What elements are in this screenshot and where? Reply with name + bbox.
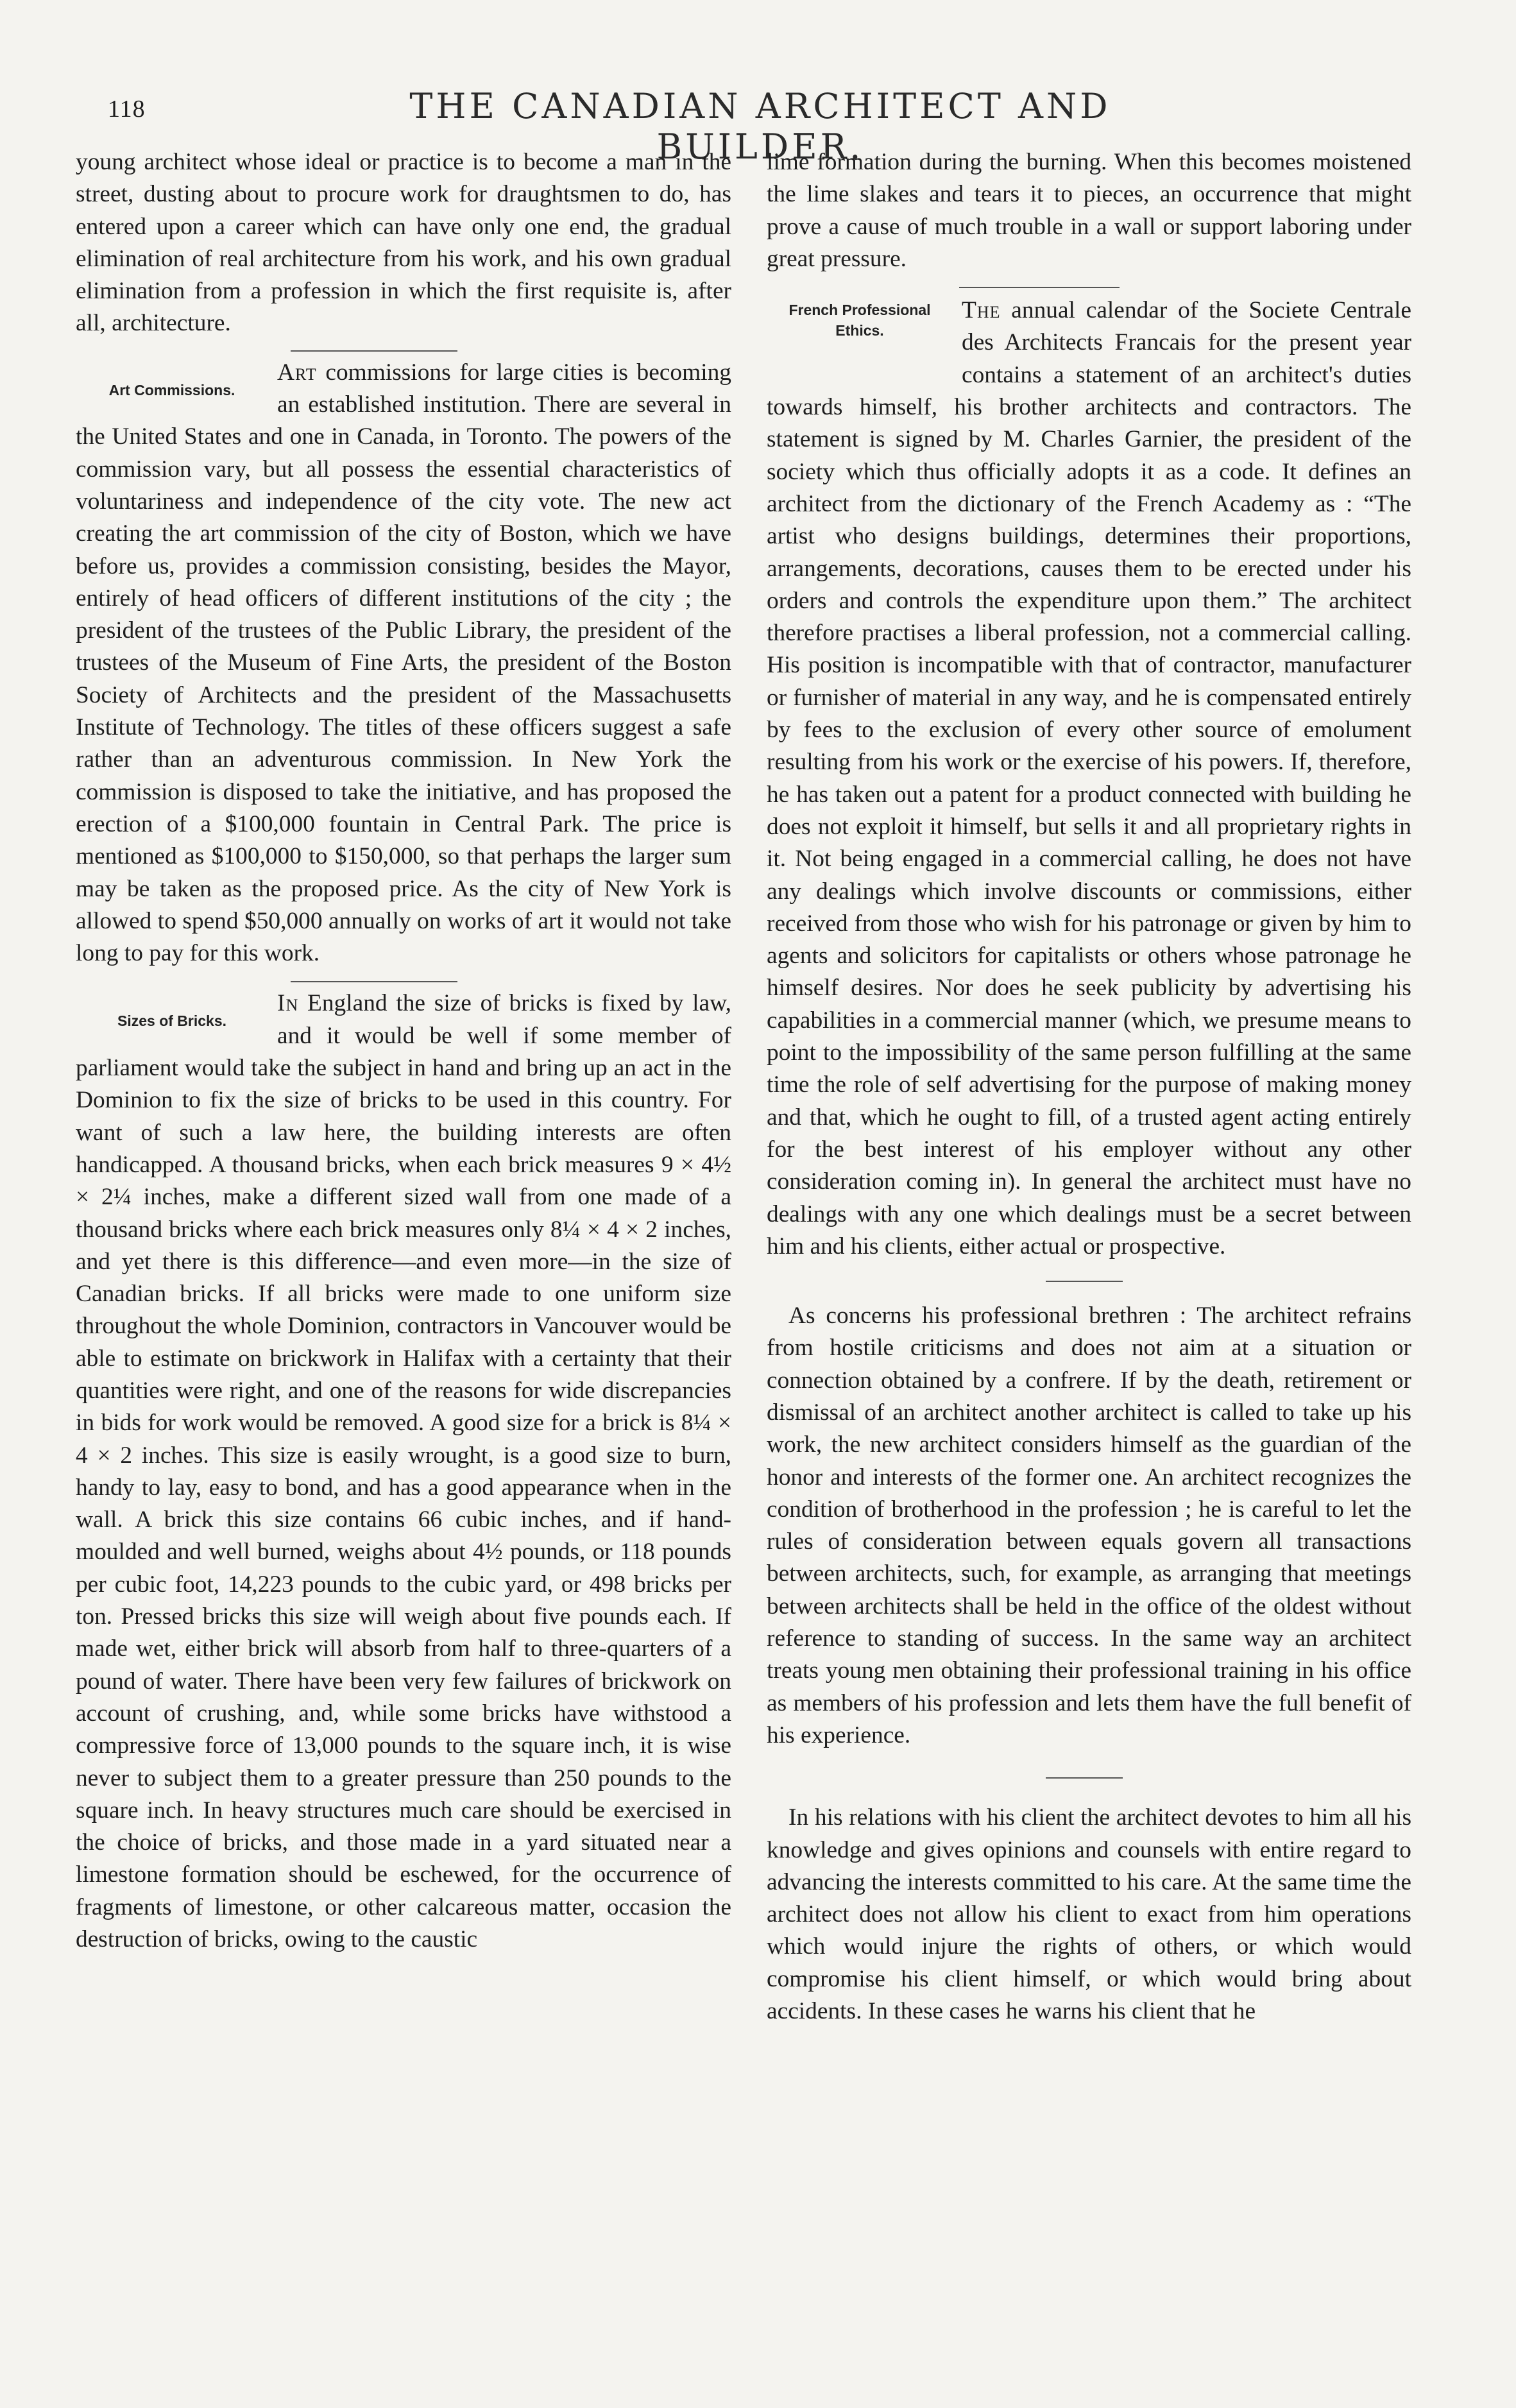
right-column xyxy=(767,146,1411,2028)
side-heading-art-commissions: Art Commissions. xyxy=(108,381,235,398)
sizes-of-bricks-text: England the size of bricks is fixed by law, and it would be well if some member of parliament would take the subject in hand and bring up an act in the Dominion to fix the size of bricks to be used in this country. For want of such a law here, the building interests are often handicapped. A thousand bricks, when each brick measures 9 × 4½ × 2¼ inches, make a different sized wall from one made of a thousand bricks where each brick measures only 8¼ × 4 × 2 inches, and yet there is this difference—and even more—in the size of Canadian bricks. If all bricks were made to one uniform size throughout the whole Dominion, contractors in Vancouver would be able to estimate on brickwork in Halifax with a certainty that their quantities were right, and one of the reasons for wide discrepancies in bids for work would be removed. A good size for a brick is 8¼ × 4 × 2 inches. This size is easily wrought, is a good size to burn, handy to lay, easy to bond, and has a good appearance when in the wall. A brick this size contains 66 cubic inches, and if hand-moulded and well burned, weighs about 4½ pounds, or 118 pounds per cubic foot, 14,223 pounds to the cubic yard, or 498 bricks per ton. Pressed bricks this size will weigh about five pounds each. If made wet, either brick will absorb from half to three-quarters of a pound of water. There have been very few failures of brickwork on account of crushing, and, while some bricks have withstood a compressive force of 13,000 pounds to the square inch, it is wise never to subject them to a greater pressure than 250 pounds to the square inch. In heavy structures much care should be exercised in the choice of bricks, and those made in a yard situated near a limestone formation should be eschewed, for the occurrence of fragments of limestone, or other calcareous matter, occasion the destruction of bricks, owing to the caustic xyxy=(76,990,731,1953)
french-ethics-text: annual calendar of the Societe Centrale des Architects Francais for the present year contains a statement of an architect's duties towards himself, his brother architects and contractors. The statement is signed by M. Charles Garnier, the president of the society which thus officially adopts it as a code. It defines an architect from the dictionary of the French Academy as : “The artist who designs buildings, determines their proportions, arrangements, decorations, causes them to be erected under his orders and controls the expenditure upon them.” The architect therefore practises a liberal profession, not a commercial calling. His position is incompatible with that of contractor, manufacturer or furnisher of material in any way, and he is compensated entirely by fees to the exclusion of every other source of emolument resulting from his work or the exercise of his powers. If, therefore, he has taken out a patent for a product connected with building he does not exploit it himself, but sells it and all proprietary rights in it. Not being engaged in a commercial calling, he does not have any dealings which involve discounts or commissions, either received from those who wish for his patronage or given by him to agents and solicitors for capitalists or others whose patronage he himself desires. Nor does he seek publicity by advertising his capabilities in a commercial manner (which, we presume means to point to the impossibility of the same person fulfilling at the same time the role of self advertising for the purpose of making money and that, which he ought to fill, of a trusted agent acting entirely for the best interest of his employer without any other consideration coming in). In general the architect must have no dealings with any one which dealings must be a secret between him and his clients, either actual or prospective. xyxy=(767,297,1411,1260)
page-header xyxy=(0,83,1516,167)
side-heading-sizes-of-bricks: Sizes of Bricks. xyxy=(117,1012,227,1030)
continued-paragraph: lime formation during the burning. When this becomes moistened the lime slakes and tears it to pieces, an occurrence that might prove a cause of much trouble in a wall or support laboring under great pressure. xyxy=(767,149,1411,272)
lead-word: Art xyxy=(277,359,317,386)
sizes-of-bricks-section xyxy=(76,987,731,1956)
section-divider xyxy=(1046,1777,1123,1779)
side-heading-french-ethics: French Professional Ethics. xyxy=(788,302,931,339)
art-commissions-paragraph xyxy=(76,357,731,970)
art-commissions-section xyxy=(76,357,731,970)
section-divider xyxy=(291,350,457,352)
section-divider xyxy=(291,981,457,982)
journal-title: THE CANADIAN ARCHITECT AND BUILDER. xyxy=(409,86,1111,167)
lead-word: In xyxy=(277,990,299,1017)
lead-word: The xyxy=(962,297,1001,324)
brethren-paragraph: As concerns his professional brethren : The architect refrains from hostile criticisms and does not aim at a situation or connection obtained by a confrere. If by the death, retirement or dismissal of an architect another architect is called to take up his work, the new architect considers himself as the guardian of the honor and interests of the former one. An architect recognizes the condition of brotherhood in the profession ; he is careful to let the rules of consideration between equals govern all transactions between architects, such, for example, as arranging that meetings between architects shall be held in the office of the oldest without reference to standing of success. In the same way an architect treats young men obtaining their professional training in his office as members of his profession and lets them have the full benefit of his experience. xyxy=(767,1302,1411,1748)
french-ethics-section xyxy=(767,295,1411,1263)
section-divider xyxy=(959,287,1120,288)
art-commissions-text: commissions for large cities is becoming an established institution. There are several in the United States and one in Canada, in Toronto. The powers of the commission vary, but all possess the essential characteristics of voluntariness and independence of the city vote. The new act creating the art commission of the city of Boston, which we have before us, provides a commission consisting, besides the Mayor, entirely of head officers of different institutions of the city ; the president of the trustees of the Public Library, the president of the trustees of the Museum of Fine Arts, the president of the Boston Society of Architects and the president of the Massachusetts Institute of Technology. The titles of these officers suggest a safe rather than an adventurous commission. In New York the commission is disposed to take the initiative, and has proposed the erection of a $100,000 fountain in Central Park. The price is mentioned as $100,000 to $150,000, so that perhaps the larger sum may be taken as the proposed price. As the city of New York is allowed to spend $50,000 annually on works of art it would not take long to pay for this work. xyxy=(76,359,731,967)
left-column xyxy=(76,146,731,1956)
section-divider xyxy=(1046,1281,1123,1282)
client-paragraph: In his relations with his client the architect devotes to him all his knowledge and gives opinions and counsels with entire regard to advancing the interests committed to his care. At the same time the architect does not allow his client to exact from him operations which would injure the rights of others, or which would compromise his client himself, or which would bring about accidents. In these cases he warns his client that he xyxy=(767,1804,1411,2025)
intro-paragraph: young architect whose ideal or practice is to become a man in the street, dusting about to procure work for draughtsmen to do, has entered upon a career which can have only one end, the gradual elimination of real architecture from his work, and his own gradual elimination from a profession in which the first requisite is, after all, architecture. xyxy=(76,149,731,337)
page-number: 118 xyxy=(108,96,146,123)
french-ethics-paragraph xyxy=(767,295,1411,1263)
sizes-of-bricks-paragraph xyxy=(76,987,731,1956)
